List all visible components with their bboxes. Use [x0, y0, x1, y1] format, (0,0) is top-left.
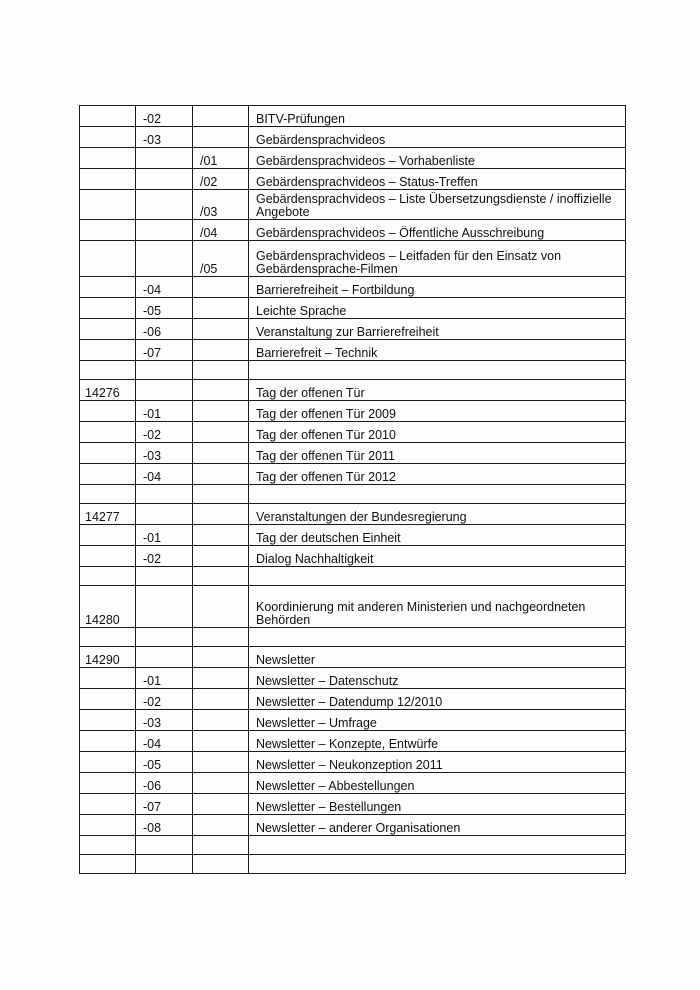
cell-sub-sub-number	[193, 689, 249, 710]
cell-sub-number: -01	[136, 401, 193, 422]
cell-group-number	[80, 773, 136, 794]
table-row	[80, 485, 626, 504]
cell-description: Gebärdensprachvideos – Liste Übersetzungsdienste / inoffizielle Angebote	[249, 190, 626, 220]
cell-sub-sub-number	[193, 401, 249, 422]
cell-sub-number	[136, 169, 193, 190]
cell-sub-sub-number: /02	[193, 169, 249, 190]
cell-group-number	[80, 546, 136, 567]
cell-description	[249, 628, 626, 647]
cell-sub-sub-number	[193, 647, 249, 668]
cell-sub-sub-number	[193, 298, 249, 319]
cell-group-number	[80, 340, 136, 361]
cell-sub-number: -02	[136, 546, 193, 567]
cell-description: Newsletter – Umfrage	[249, 710, 626, 731]
cell-sub-number: -03	[136, 443, 193, 464]
cell-description: Barrierefreiheit – Fortbildung	[249, 277, 626, 298]
cell-sub-number	[136, 241, 193, 277]
cell-sub-number: -04	[136, 277, 193, 298]
cell-sub-number	[136, 567, 193, 586]
table-row	[80, 464, 626, 485]
cell-sub-number: -03	[136, 127, 193, 148]
cell-group-number	[80, 485, 136, 504]
cell-group-number: 14276	[80, 380, 136, 401]
cell-group-number	[80, 464, 136, 485]
cell-description: Gebärdensprachvideos – Leitfaden für den Einsatz von Gebärdensprache-Filmen	[249, 241, 626, 277]
cell-sub-sub-number: /05	[193, 241, 249, 277]
table-row	[80, 443, 626, 464]
cell-sub-number: -05	[136, 752, 193, 773]
cell-sub-sub-number	[193, 815, 249, 836]
table-row	[80, 647, 626, 668]
cell-sub-number: -02	[136, 689, 193, 710]
cell-sub-number	[136, 855, 193, 874]
cell-description: Koordinierung mit anderen Ministerien und nachgeordneten Behörden	[249, 586, 626, 628]
cell-group-number: 14290	[80, 647, 136, 668]
cell-sub-sub-number	[193, 710, 249, 731]
cell-group-number	[80, 148, 136, 169]
cell-description	[249, 567, 626, 586]
cell-sub-sub-number	[193, 464, 249, 485]
cell-sub-sub-number	[193, 127, 249, 148]
cell-description: Tag der deutschen Einheit	[249, 525, 626, 546]
cell-group-number	[80, 443, 136, 464]
cell-group-number	[80, 169, 136, 190]
cell-sub-sub-number	[193, 731, 249, 752]
cell-sub-number	[136, 220, 193, 241]
cell-description: Tag der offenen Tür 2009	[249, 401, 626, 422]
cell-sub-number: -02	[136, 422, 193, 443]
cell-group-number	[80, 628, 136, 647]
cell-sub-sub-number	[193, 277, 249, 298]
cell-description	[249, 361, 626, 380]
table-row	[80, 628, 626, 647]
cell-group-number	[80, 752, 136, 773]
table-row	[80, 525, 626, 546]
cell-group-number	[80, 689, 136, 710]
table-row	[80, 277, 626, 298]
cell-sub-sub-number	[193, 504, 249, 525]
file-plan-rows	[80, 106, 626, 874]
table-row	[80, 586, 626, 628]
cell-sub-number: -06	[136, 319, 193, 340]
cell-group-number	[80, 277, 136, 298]
cell-sub-sub-number	[193, 752, 249, 773]
table-row	[80, 710, 626, 731]
cell-description: Newsletter – Datenschutz	[249, 668, 626, 689]
cell-description: Dialog Nachhaltigkeit	[249, 546, 626, 567]
cell-sub-number: -08	[136, 815, 193, 836]
cell-sub-number: -07	[136, 794, 193, 815]
cell-description: Newsletter – Neukonzeption 2011	[249, 752, 626, 773]
table-row	[80, 220, 626, 241]
cell-sub-number: -07	[136, 340, 193, 361]
cell-description: Tag der offenen Tür	[249, 380, 626, 401]
cell-sub-sub-number	[193, 422, 249, 443]
table-row	[80, 794, 626, 815]
cell-sub-number	[136, 647, 193, 668]
table-row	[80, 422, 626, 443]
cell-description: Newsletter	[249, 647, 626, 668]
cell-description: Newsletter – Bestellungen	[249, 794, 626, 815]
table-row	[80, 773, 626, 794]
table-row	[80, 752, 626, 773]
cell-sub-number: -05	[136, 298, 193, 319]
cell-description: BITV-Prüfungen	[249, 106, 626, 127]
cell-description: Gebärdensprachvideos – Öffentliche Ausschreibung	[249, 220, 626, 241]
cell-description	[249, 485, 626, 504]
cell-group-number	[80, 710, 136, 731]
cell-sub-sub-number	[193, 567, 249, 586]
cell-sub-number	[136, 148, 193, 169]
cell-description: Newsletter – Abbestellungen	[249, 773, 626, 794]
table-row	[80, 148, 626, 169]
cell-sub-number	[136, 190, 193, 220]
cell-group-number	[80, 298, 136, 319]
table-row	[80, 731, 626, 752]
table-row	[80, 401, 626, 422]
table-row	[80, 106, 626, 127]
cell-sub-sub-number	[193, 485, 249, 504]
table-row	[80, 380, 626, 401]
cell-group-number: 14277	[80, 504, 136, 525]
cell-sub-sub-number: /01	[193, 148, 249, 169]
cell-group-number	[80, 855, 136, 874]
cell-sub-number	[136, 361, 193, 380]
cell-sub-number: -01	[136, 525, 193, 546]
cell-sub-number	[136, 485, 193, 504]
cell-description: Leichte Sprache	[249, 298, 626, 319]
table-row	[80, 546, 626, 567]
cell-group-number	[80, 190, 136, 220]
cell-group-number: 14280	[80, 586, 136, 628]
cell-sub-number	[136, 504, 193, 525]
table-row	[80, 361, 626, 380]
cell-description: Barrierefreit – Technik	[249, 340, 626, 361]
cell-sub-sub-number	[193, 586, 249, 628]
cell-description: Veranstaltung zur Barrierefreiheit	[249, 319, 626, 340]
cell-description	[249, 836, 626, 855]
cell-description: Gebärdensprachvideos – Vorhabenliste	[249, 148, 626, 169]
cell-sub-sub-number: /03	[193, 190, 249, 220]
cell-sub-number: -02	[136, 106, 193, 127]
cell-group-number	[80, 241, 136, 277]
table-row	[80, 668, 626, 689]
cell-description: Veranstaltungen der Bundesregierung	[249, 504, 626, 525]
cell-description: Tag der offenen Tür 2012	[249, 464, 626, 485]
cell-group-number	[80, 401, 136, 422]
cell-group-number	[80, 319, 136, 340]
cell-group-number	[80, 525, 136, 546]
table-row	[80, 855, 626, 874]
cell-sub-sub-number	[193, 106, 249, 127]
table-row	[80, 241, 626, 277]
cell-group-number	[80, 815, 136, 836]
cell-sub-sub-number	[193, 794, 249, 815]
cell-group-number	[80, 731, 136, 752]
cell-sub-number: -06	[136, 773, 193, 794]
cell-group-number	[80, 220, 136, 241]
cell-description	[249, 855, 626, 874]
table-row	[80, 319, 626, 340]
cell-sub-sub-number	[193, 340, 249, 361]
cell-sub-number	[136, 836, 193, 855]
table-row	[80, 815, 626, 836]
cell-sub-number	[136, 380, 193, 401]
cell-description: Tag der offenen Tür 2010	[249, 422, 626, 443]
table-row	[80, 689, 626, 710]
cell-group-number	[80, 127, 136, 148]
cell-group-number	[80, 422, 136, 443]
cell-description: Newsletter – Datendump 12/2010	[249, 689, 626, 710]
cell-sub-sub-number	[193, 319, 249, 340]
table-row	[80, 127, 626, 148]
cell-sub-sub-number	[193, 628, 249, 647]
cell-group-number	[80, 668, 136, 689]
cell-sub-sub-number	[193, 361, 249, 380]
cell-description: Gebärdensprachvideos	[249, 127, 626, 148]
cell-sub-sub-number	[193, 380, 249, 401]
cell-description: Newsletter – Konzepte, Entwürfe	[249, 731, 626, 752]
cell-sub-sub-number	[193, 525, 249, 546]
cell-group-number	[80, 794, 136, 815]
cell-group-number	[80, 106, 136, 127]
cell-group-number	[80, 836, 136, 855]
table-row	[80, 836, 626, 855]
cell-sub-number: -01	[136, 668, 193, 689]
cell-sub-number: -04	[136, 731, 193, 752]
cell-description: Tag der offenen Tür 2011	[249, 443, 626, 464]
table-row	[80, 298, 626, 319]
table-row	[80, 567, 626, 586]
table-row	[80, 190, 626, 220]
cell-sub-number: -04	[136, 464, 193, 485]
cell-sub-sub-number	[193, 668, 249, 689]
cell-group-number	[80, 567, 136, 586]
cell-sub-sub-number	[193, 855, 249, 874]
cell-group-number	[80, 361, 136, 380]
cell-sub-sub-number	[193, 836, 249, 855]
cell-sub-number: -03	[136, 710, 193, 731]
cell-sub-sub-number	[193, 773, 249, 794]
cell-sub-number	[136, 628, 193, 647]
cell-description: Gebärdensprachvideos – Status-Treffen	[249, 169, 626, 190]
cell-sub-number	[136, 586, 193, 628]
table-row	[80, 340, 626, 361]
cell-sub-sub-number	[193, 546, 249, 567]
table-row	[80, 169, 626, 190]
file-plan-table	[79, 105, 626, 874]
table-row	[80, 504, 626, 525]
cell-description: Newsletter – anderer Organisationen	[249, 815, 626, 836]
cell-sub-sub-number	[193, 443, 249, 464]
cell-sub-sub-number: /04	[193, 220, 249, 241]
